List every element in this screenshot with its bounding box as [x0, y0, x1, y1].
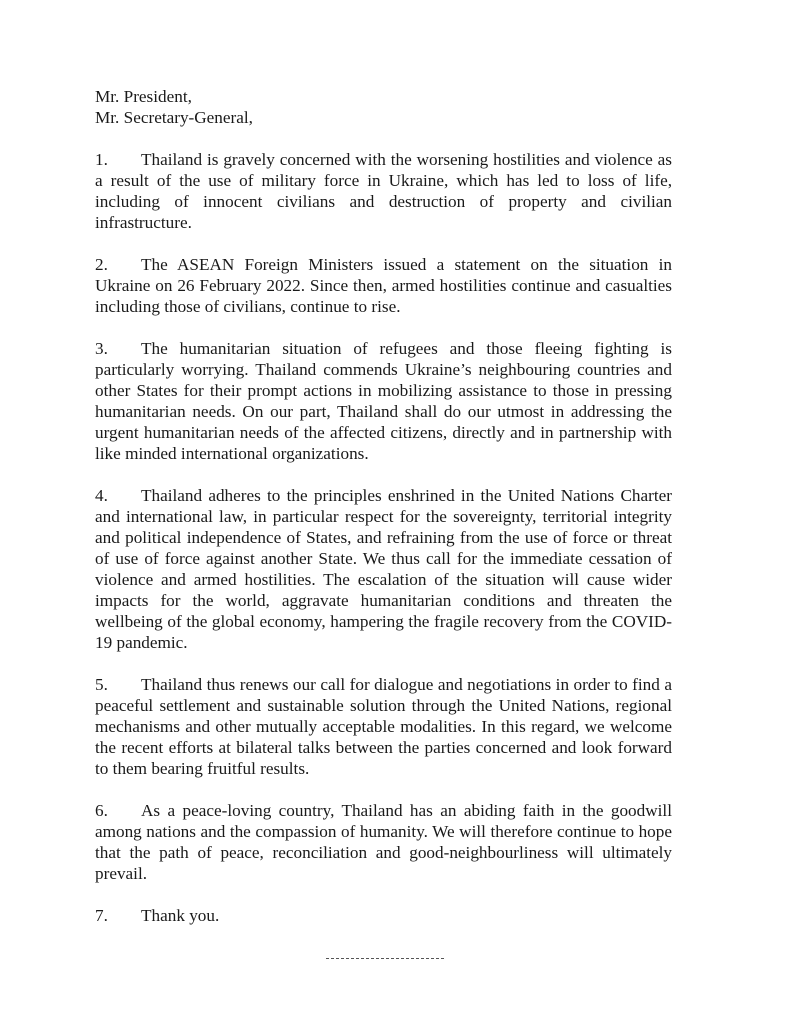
paragraph-text: Thailand adheres to the principles enshrined in the United Nations Charter and international law, in particular respect for the sovereignty, territorial integrity and political independence of States, and refraining from the use of force or threat of use of force against another State. We thus call for the immediate cessation of violence and armed hostilities. The escalation of the situation will cause wider impacts for the world, aggravate humanitarian conditions and threaten the wellbeing of the global economy, hampering the fragile recovery from the COVID-19 pandemic. [95, 486, 672, 652]
paragraph-1 [95, 149, 672, 233]
paragraph-number: 5. [95, 675, 108, 694]
paragraph-number: 3. [95, 339, 108, 358]
paragraph-text: Thailand is gravely concerned with the worsening hostilities and violence as a result of the use of military force in Ukraine, which has led to loss of life, including of innocent civilians and destruction of property and civilian infrastructure. [95, 150, 672, 232]
paragraph-5 [95, 674, 672, 779]
paragraph-text: Thank you. [141, 906, 220, 925]
paragraph-number: 6. [95, 801, 108, 820]
paragraph-7 [95, 905, 672, 926]
paragraph-4 [95, 485, 672, 653]
letter-body [95, 86, 672, 926]
salutation-line-secretary-general: Mr. Secretary-General, [95, 108, 253, 127]
paragraph-text: As a peace-loving country, Thailand has an abiding faith in the goodwill among nations and the compassion of humanity. We will therefore continue to hope that the path of peace, reconciliation and good-neighbourliness will ultimately prevail. [95, 801, 672, 883]
paragraph-3 [95, 338, 672, 464]
paragraph-number: 7. [95, 906, 108, 925]
salutation [95, 86, 672, 128]
paragraph-number: 1. [95, 150, 108, 169]
paragraph-text: Thailand thus renews our call for dialogue and negotiations in order to find a peaceful settlement and sustainable solution through the United Nations, regional mechanisms and other mutually acceptable modalities. In this regard, we welcome the recent efforts at bilateral talks between the parties concerned and look forward to them bearing fruitful results. [95, 675, 672, 778]
paragraph-6 [95, 800, 672, 884]
salutation-line-president: Mr. President, [95, 87, 192, 106]
paragraph-text: The humanitarian situation of refugees and those fleeing fighting is particularly worrying. Thailand commends Ukraine’s neighbouring countries and other States for their prompt actions in mobilizing assistance to those in pressing humanitarian needs. On our part, Thailand shall do our utmost in addressing the urgent humanitarian needs of the affected citizens, directly and in partnership with like minded international organizations. [95, 339, 672, 463]
end-separator [326, 958, 444, 959]
paragraph-text: The ASEAN Foreign Ministers issued a statement on the situation in Ukraine on 26 February 2022. Since then, armed hostilities continue and casualties including those of civilians, continue to rise. [95, 255, 672, 316]
paragraph-2 [95, 254, 672, 317]
paragraph-number: 4. [95, 486, 108, 505]
paragraph-number: 2. [95, 255, 108, 274]
